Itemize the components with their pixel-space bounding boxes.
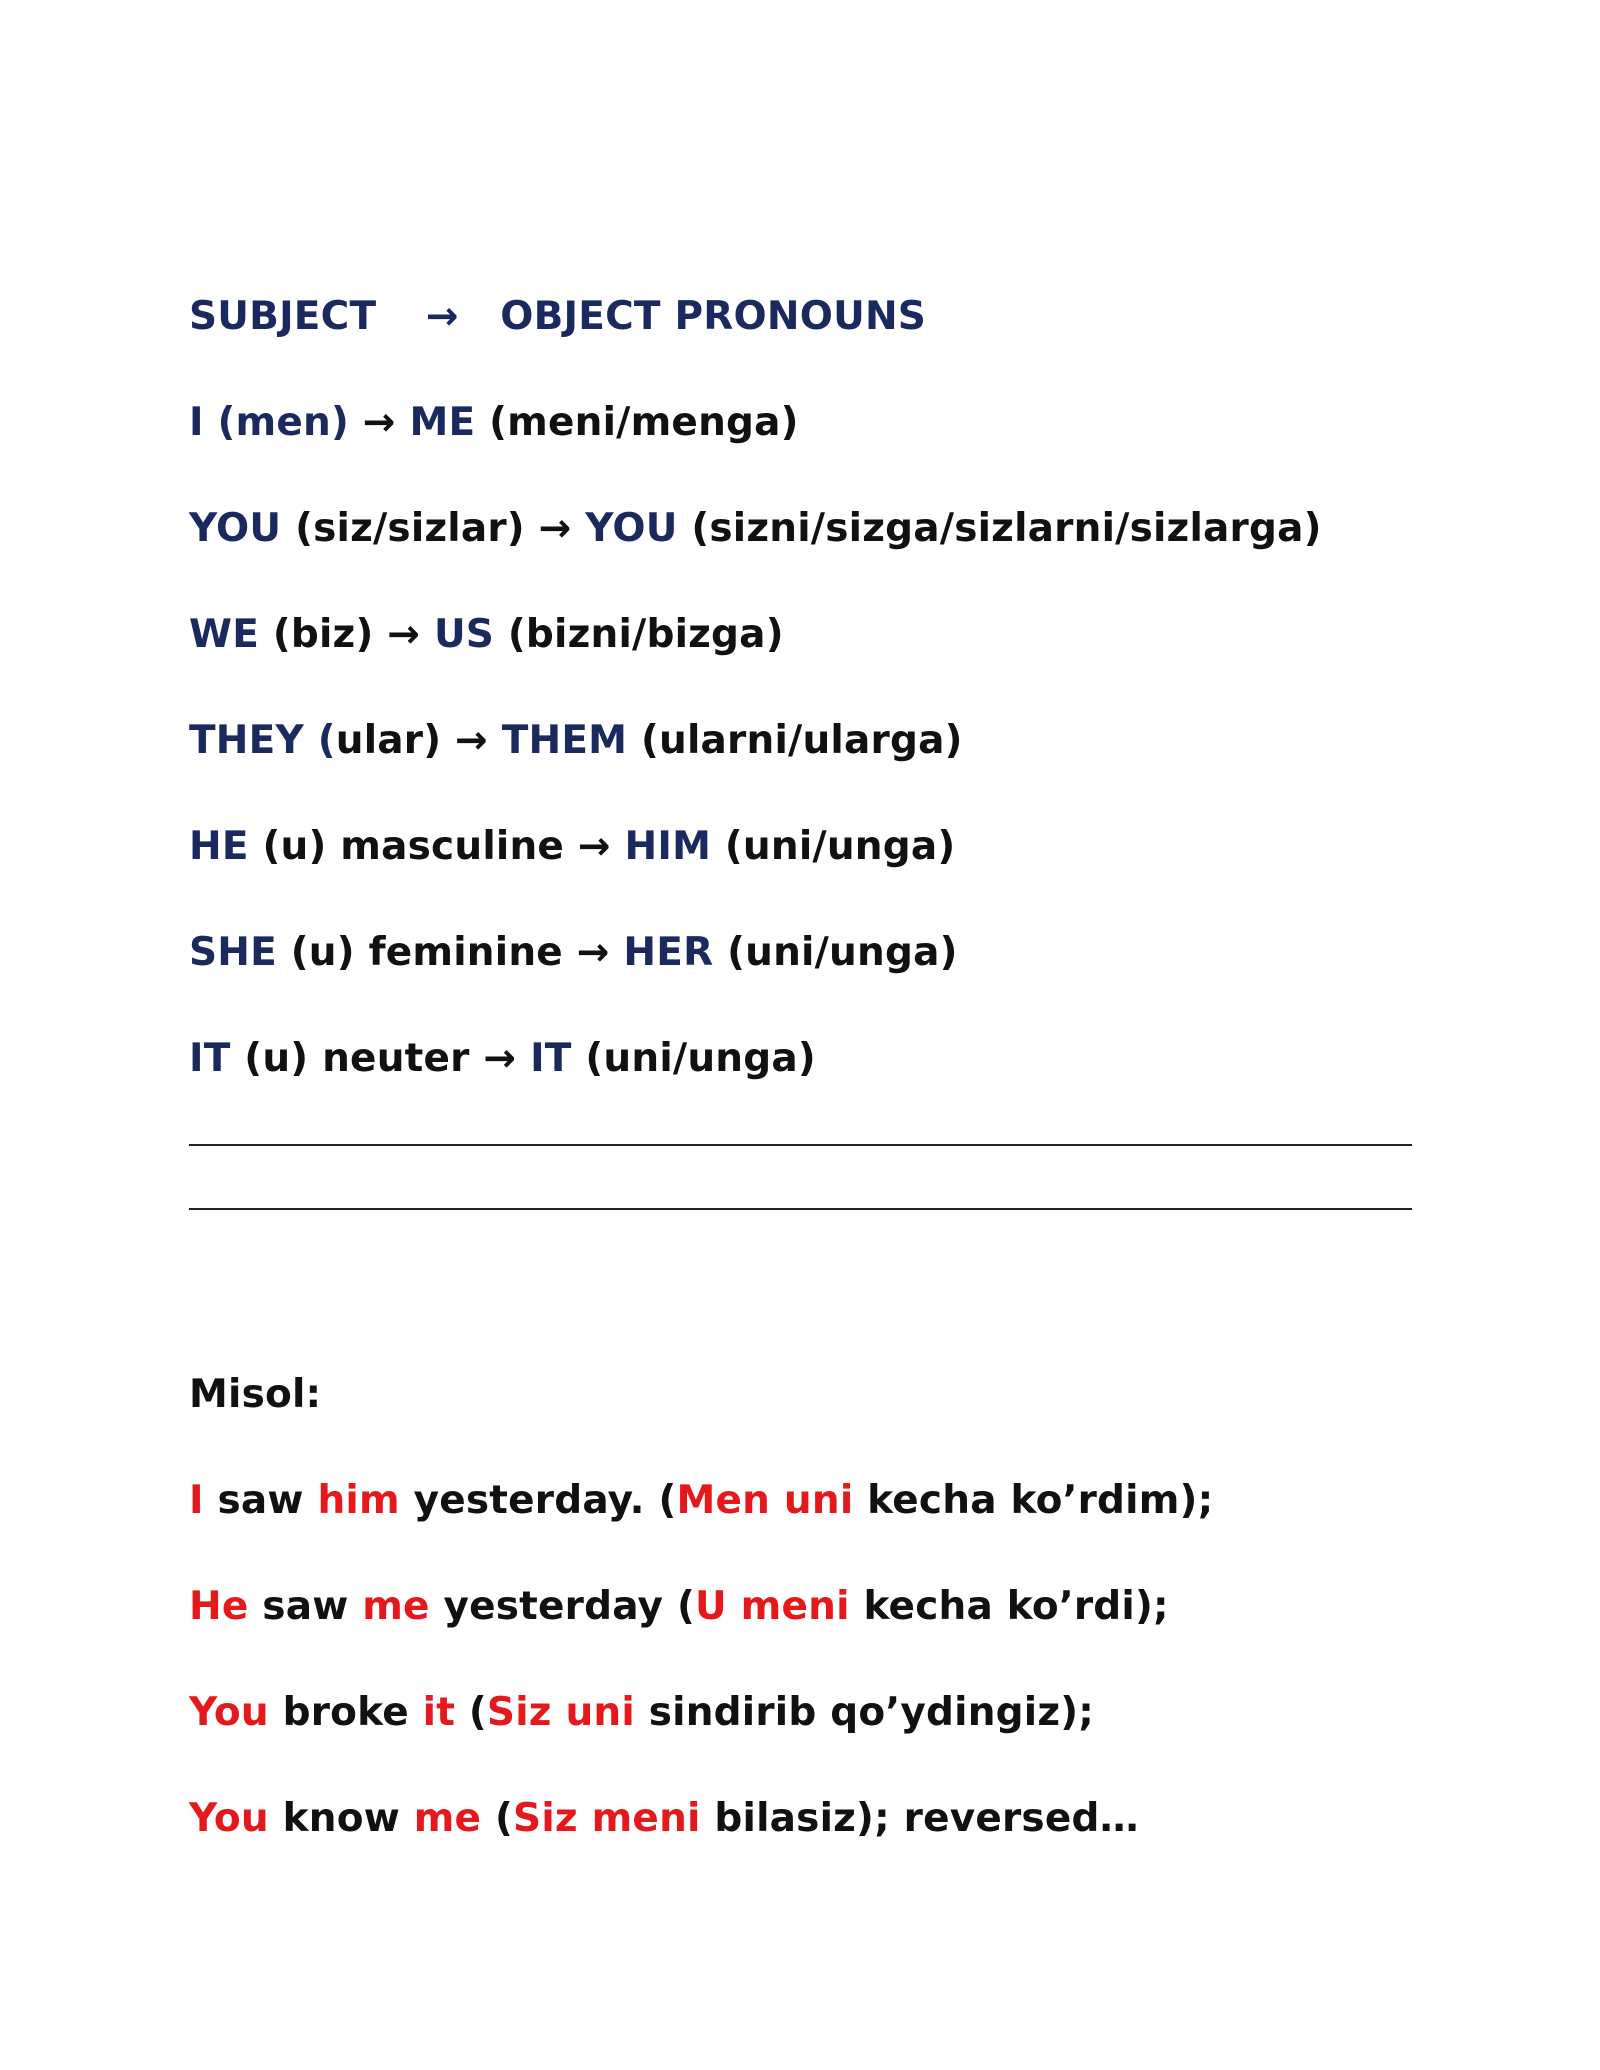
arrow-right-icon: → [387,612,421,657]
translation-object: meni [591,1796,701,1841]
example-subject: You [189,1796,269,1841]
example-object: him [317,1478,400,1523]
subject-translation: (men) [217,400,350,445]
example-sentence [189,1581,1169,1633]
blank-line [189,1208,1412,1210]
arrow-right-icon: → [576,930,610,975]
translation-object: meni [740,1584,850,1629]
space [770,1478,784,1523]
example-sentence [189,1793,1139,1845]
subject-pronoun: YOU [189,506,282,551]
example-object: me [413,1796,482,1841]
translation-subject: Men [676,1478,771,1523]
translation-rest: bilasiz); reversed… [700,1796,1139,1841]
pronoun-row [189,609,784,661]
object-pronoun: HIM [624,824,712,869]
object-translation: (meni/menga) [489,400,799,445]
gender-note: feminine [368,930,563,975]
arrow-right-icon: → [483,1036,517,1081]
subject-pronoun: THEY ( [189,718,336,763]
object-translation: (uni/unga) [585,1036,816,1081]
object-translation: (bizni/bizga) [507,612,784,657]
pronoun-row [189,715,963,767]
arrow-right-icon: → [577,824,611,869]
blank-line [189,1144,1412,1146]
translation-rest: kecha ko’rdi); [849,1584,1169,1629]
example-label: Misol: [189,1372,322,1417]
example-rest: yesterday ( [429,1584,695,1629]
pronoun-row [189,821,955,873]
example-sentence [189,1687,1094,1739]
pronoun-row [189,397,799,449]
subject-translation: (biz) [272,612,374,657]
translation-object: uni [783,1478,854,1523]
subject-pronoun: IT [189,1036,231,1081]
object-pronoun: HER [623,930,714,975]
space [552,1690,566,1735]
object-pronoun: IT [530,1036,572,1081]
example-subject: I [189,1478,204,1523]
subject-pronoun: SHE [189,930,277,975]
example-object: me [362,1584,430,1629]
gender-note: masculine [340,824,565,869]
translation-rest: kecha ko’rdim); [853,1478,1214,1523]
example-object: it [422,1690,456,1735]
example-rest: ( [455,1690,487,1735]
heading-subject: SUBJECT [189,294,377,339]
pronoun-row [189,1033,816,1085]
subject-pronoun: I [189,400,204,445]
arrow-right-icon: → [455,718,488,763]
space [578,1796,592,1841]
example-sentence [189,1475,1213,1527]
example-verb: saw [203,1478,318,1523]
arrow-right-icon: → [425,294,459,339]
object-pronoun: THEM [501,718,628,763]
object-translation: (uni/unga) [727,930,958,975]
heading-object: OBJECT PRONOUNS [500,294,927,339]
pronoun-row [189,927,958,979]
arrow-right-icon: → [362,400,396,445]
subject-pronoun: HE [189,824,249,869]
object-pronoun: US [433,612,495,657]
example-subject: He [189,1584,249,1629]
translation-subject: Siz [513,1796,578,1841]
subject-translation: ular) [335,718,442,763]
subject-translation: (u) [244,1036,309,1081]
space [727,1584,741,1629]
gender-note: neuter [322,1036,470,1081]
example-subject: You [189,1690,269,1735]
example-verb: broke [268,1690,423,1735]
example-verb: saw [248,1584,363,1629]
section-heading [189,291,926,343]
translation-rest: sindirib qo’ydingiz); [634,1690,1095,1735]
object-pronoun: YOU [585,506,678,551]
translation-subject: U [694,1584,727,1629]
translation-object: uni [565,1690,635,1735]
object-pronoun: ME [409,400,476,445]
subject-pronoun: WE [189,612,260,657]
subject-translation: (u) [262,824,327,869]
example-rest: ( [481,1796,514,1841]
subject-translation: (siz/sizlar) [295,506,525,551]
object-translation: (uni/unga) [724,824,956,869]
subject-translation: (u) [290,930,355,975]
translation-subject: Siz [486,1690,552,1735]
object-translation: (ularni/ularga) [640,718,963,763]
example-rest: yesterday. ( [399,1478,677,1523]
pronoun-row [189,503,1322,555]
arrow-right-icon: → [538,506,572,551]
object-translation: (sizni/sizga/sizlarni/sizlarga) [691,506,1322,551]
example-verb: know [268,1796,414,1841]
